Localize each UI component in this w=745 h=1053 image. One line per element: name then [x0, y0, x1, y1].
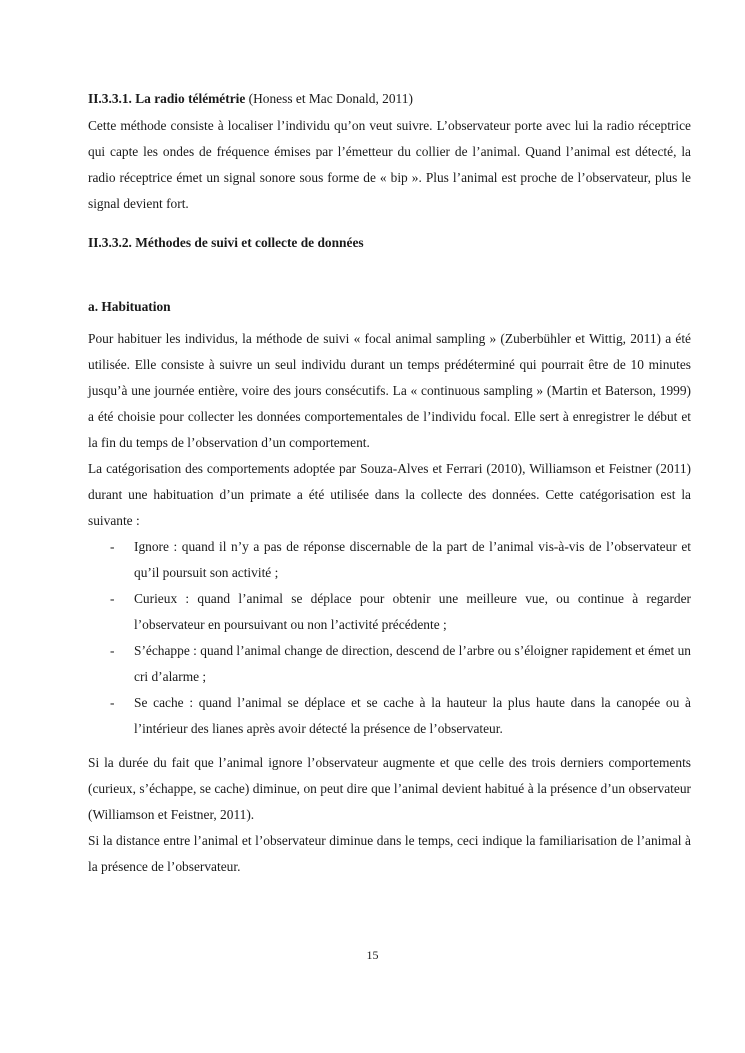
list-item	[88, 534, 691, 586]
list-dash: -	[110, 643, 115, 658]
list-item-text: S’échappe : quand l’animal change de direction, descend de l’arbre ou s’éloigner rapidement et émet un cri d’alarme ;	[134, 643, 691, 684]
list-item	[88, 638, 691, 690]
paragraph-focal-sampling: Pour habituer les individus, la méthode de suivi « focal animal sampling » (Zuberbühler et Wittig, 2011) a été utilisée. Elle consiste à suivre un seul individu durant un temps prédéterminé qui pourrait être de 10 minutes jusqu’à une journée entière, voire des jours consécutifs. La « continuous sampling » (Martin et Baterson, 1999) a été choisie pour collecter les données comportementales de l’individu focal. Elle sert à enregistrer le début et la fin du temps de l’observation d’un comportement.	[88, 331, 691, 450]
document-page	[88, 78, 691, 880]
list-item	[88, 586, 691, 638]
list-item-text: Ignore : quand il n’y a pas de réponse discernable de la part de l’animal vis-à-vis de l’observateur et qu’il poursuit son activité ;	[134, 539, 691, 580]
page-number: 15	[366, 948, 379, 962]
section-number-title: II.3.3.1. La radio télémétrie	[88, 91, 246, 106]
subsection-heading-habituation	[88, 294, 691, 320]
subsection-title: a. Habituation	[88, 299, 171, 314]
behaviour-category-list	[88, 534, 691, 742]
paragraph-categorisation: La catégorisation des comportements adoptée par Souza-Alves et Ferrari (2010), Williamson et Feistner (2011) durant une habituation d’un primate a été utilisée dans la collecte des données. Cette catégorisation est la suivante :	[88, 461, 691, 528]
paragraph-habituation-criterion: Si la durée du fait que l’animal ignore l’observateur augmente et que celle des trois derniers comportements (curieux, s’échappe, se cache) diminue, on peut dire que l’animal devient habitué à la présence d’un observateur (Williamson et Feistner, 2011).	[88, 755, 691, 822]
list-item-text: Se cache : quand l’animal se déplace et se cache à la hauteur la plus haute dans la canopée ou à l’intérieur des lianes après avoir détecté la présence de l’observateur.	[134, 695, 691, 736]
paragraph-radio-telemetry: Cette méthode consiste à localiser l’individu qu’on veut suivre. L’observateur porte avec lui la radio réceptrice qui capte les ondes de fréquence émises par l’émetteur du collier de l’animal. Quand l’animal est détecté, la radio réceptrice émet un signal sonore sous forme de « bip ». Plus l’animal est proche de l’observateur, plus le signal devient fort.	[88, 118, 691, 211]
list-dash: -	[110, 539, 115, 554]
section-heading-radio-telemetry	[88, 86, 691, 112]
section-number-title: II.3.3.2. Méthodes de suivi et collecte de données	[88, 235, 364, 250]
paragraph-distance-criterion: Si la distance entre l’animal et l’observateur diminue dans le temps, ceci indique la familiarisation de l’animal à la présence de l’observateur.	[88, 833, 691, 874]
section-citation: (Honess et Mac Donald, 2011)	[245, 91, 413, 106]
list-item	[88, 690, 691, 742]
section-heading-methods	[88, 230, 691, 256]
list-dash: -	[110, 695, 115, 710]
list-dash: -	[110, 591, 115, 606]
list-item-text: Curieux : quand l’animal se déplace pour obtenir une meilleure vue, ou continue à regarder l’observateur en poursuivant ou non l’activité précédente ;	[134, 591, 691, 632]
